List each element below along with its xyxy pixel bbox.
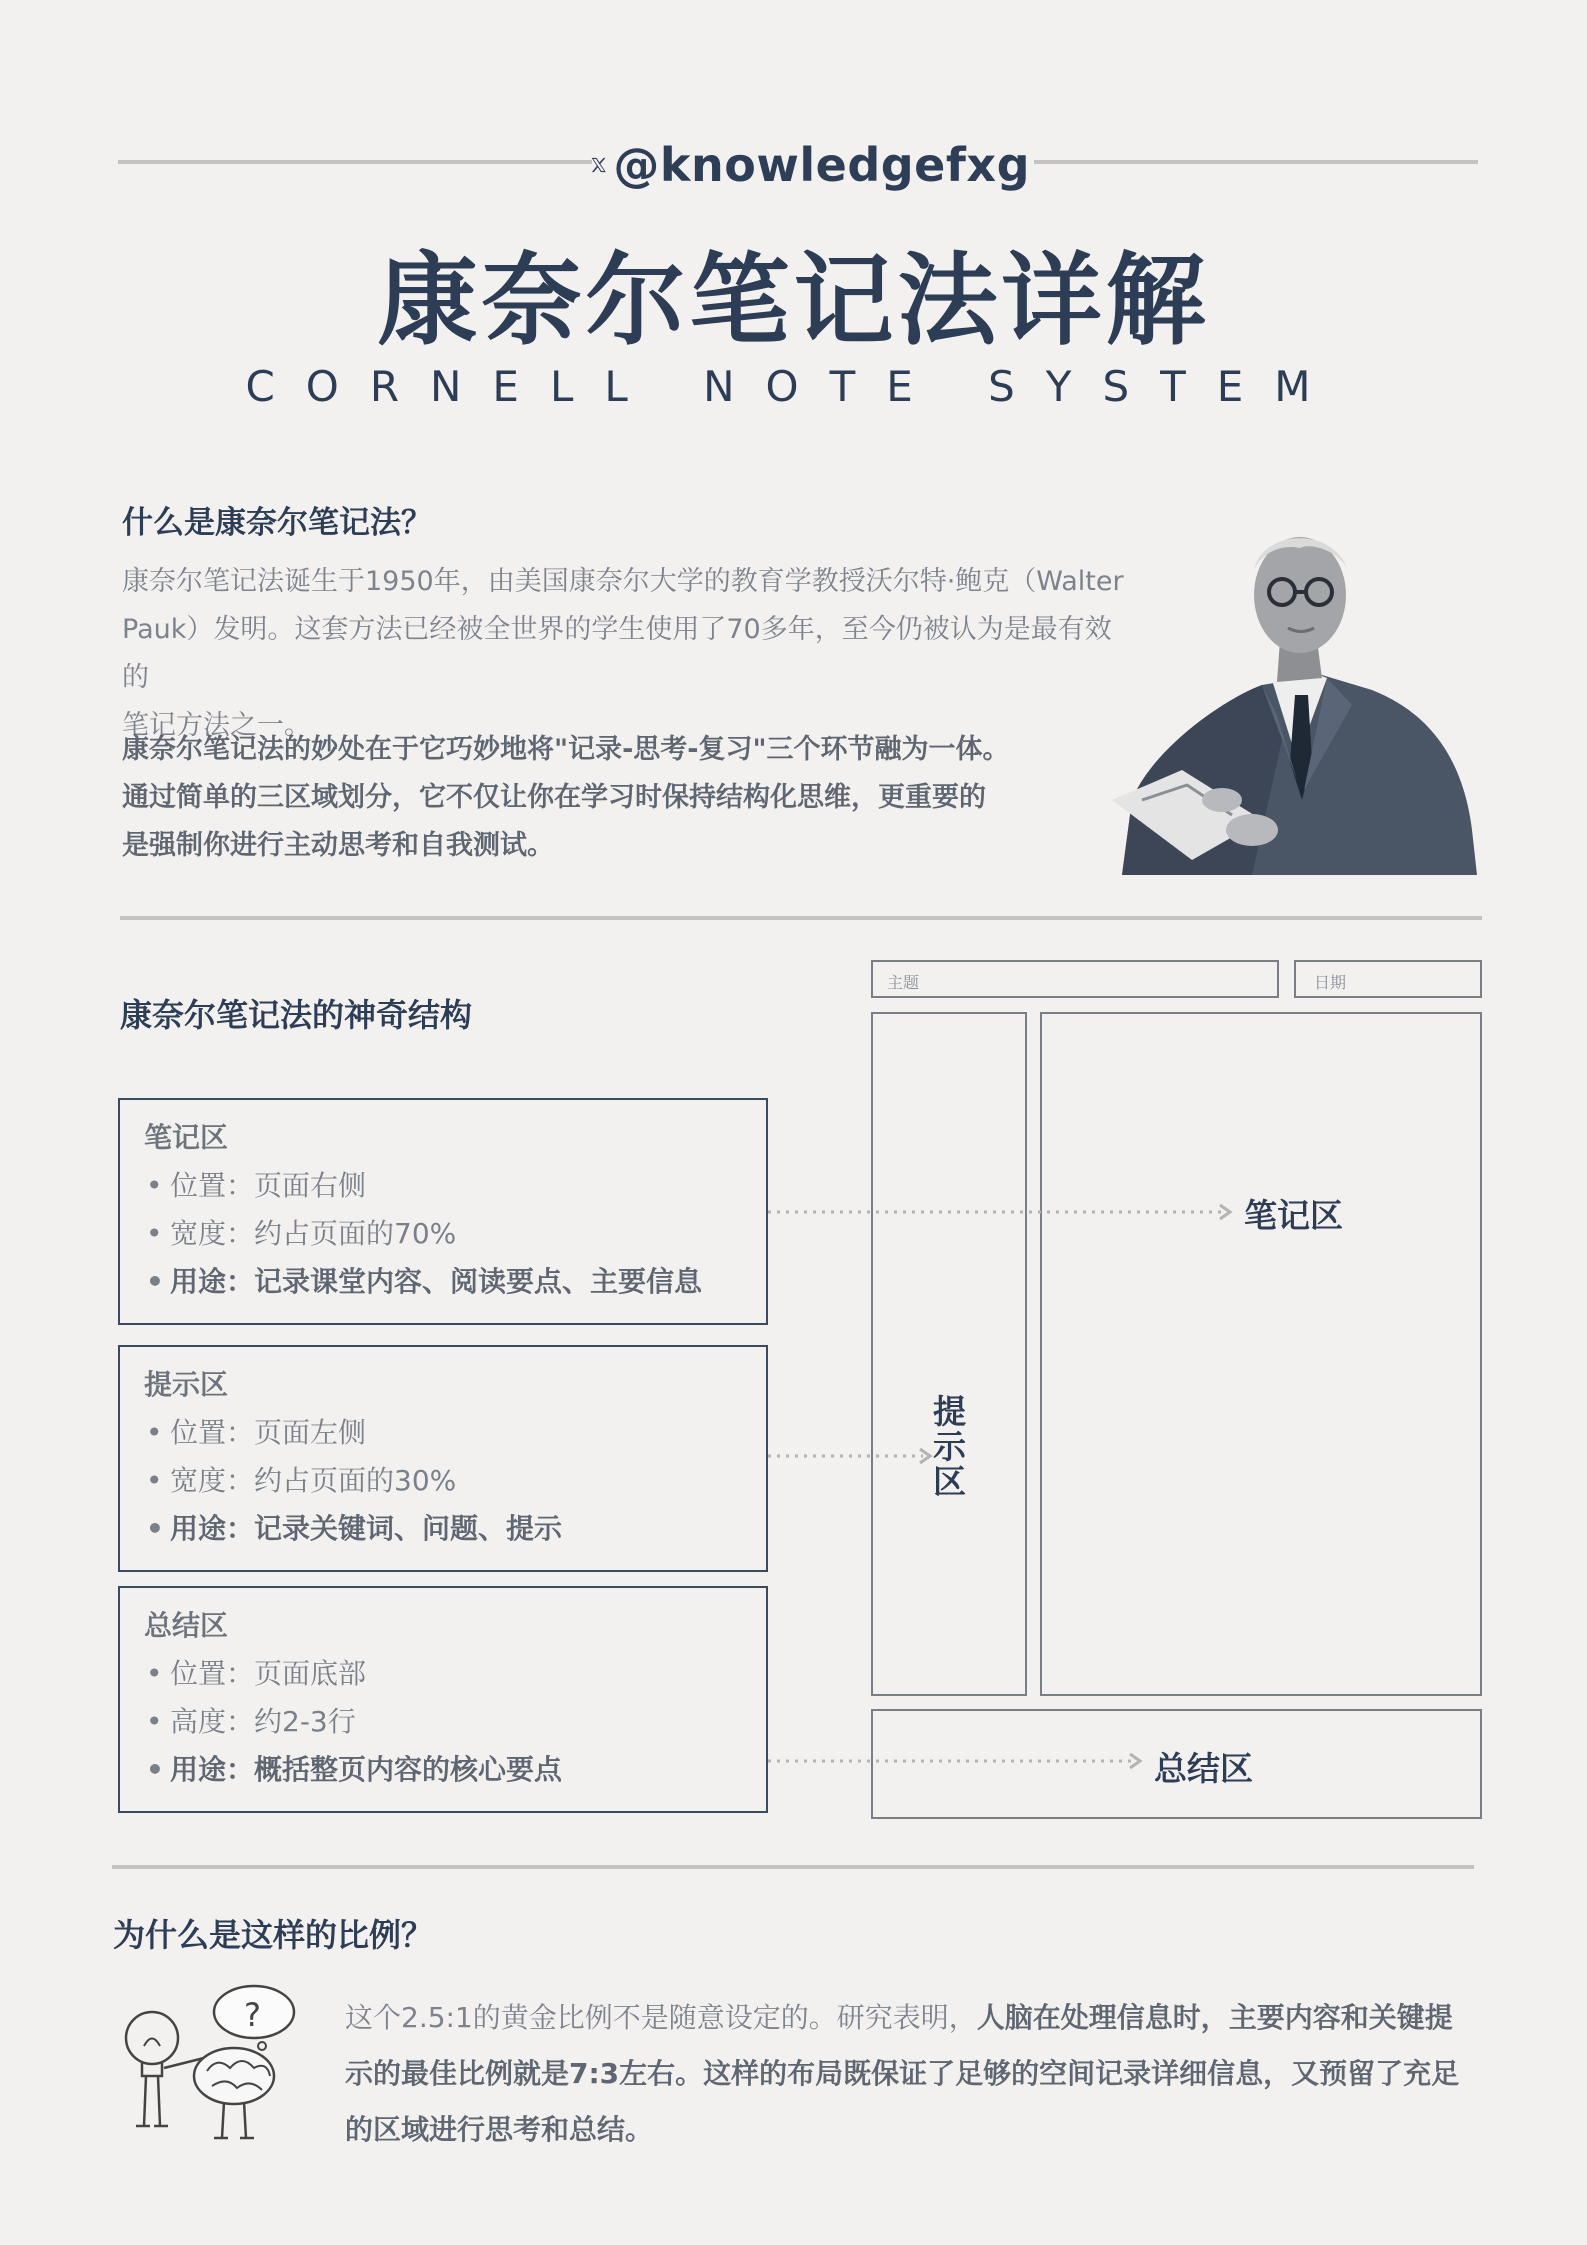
zone-bullet: • 宽度：约占页面的30%: [146, 1457, 562, 1505]
intro-paragraph-1-line: 笔记方法之一。: [122, 710, 311, 741]
cue-zone-card: [118, 1345, 768, 1572]
notes-zone-card: [118, 1098, 768, 1325]
zone-bullet: • 高度：约2-3行: [146, 1698, 562, 1746]
notes-column-frame: [1040, 1012, 1482, 1696]
zone-bullet-list: [146, 1650, 562, 1794]
brand-handle[interactable]: @knowledgefxg: [613, 138, 1030, 192]
date-label: 日期: [1314, 973, 1347, 992]
zone-title: 笔记区: [144, 1121, 229, 1154]
notes-zone-label: 笔记区: [1244, 1196, 1343, 1235]
zone-bullet: • 宽度：约占页面的70%: [146, 1210, 702, 1258]
summary-zone-card: [118, 1586, 768, 1813]
page-subtitle: CORNELL NOTE SYSTEM: [245, 362, 1342, 411]
summary-connector-arrow: [768, 1749, 1148, 1773]
cue-connector-arrow: [768, 1444, 938, 1468]
zone-use-bullet: • 用途：记录课堂内容、阅读要点、主要信息: [146, 1258, 702, 1306]
zone-title: 提示区: [144, 1368, 229, 1401]
x-logo-icon: [590, 133, 607, 197]
why-text: 这个2.5:1的黄金比例不是随意设定的。研究表明，: [345, 2001, 977, 2034]
zone-bullet: • 位置：页面右侧: [146, 1162, 702, 1210]
zone-bullet-list: [146, 1409, 562, 1553]
topic-label: 主题: [887, 973, 920, 992]
intro-paragraph-1: [122, 558, 1132, 750]
zone-use-bullet: • 用途：概括整页内容的核心要点: [146, 1746, 562, 1794]
zone-bullet: • 位置：页面左侧: [146, 1409, 562, 1457]
brand: [590, 128, 1030, 202]
page-title: 康奈尔笔记法详解: [377, 242, 1210, 359]
cue-column-frame: [871, 1012, 1027, 1696]
cue-zone-label: 提示区: [928, 1394, 967, 1499]
header-rule-left: [118, 160, 592, 164]
intro-paragraph-1-line: Pauk）发明。这套方法已经被全世界的学生使用了70多年，至今仍被认为是最有效的: [122, 614, 1112, 693]
intro-paragraph-2-line: 是强制你进行主动思考和自我测试。: [122, 830, 554, 861]
intro-heading: 什么是康奈尔笔记法？: [122, 505, 432, 541]
svg-text:?: ?: [244, 1996, 261, 2034]
why-heading: 为什么是这样的比例？: [113, 1916, 434, 1954]
notes-connector-arrow: [768, 1200, 1238, 1224]
header-rule-right: [1034, 160, 1478, 164]
zone-use-bullet: • 用途：记录关键词、问题、提示: [146, 1505, 562, 1553]
section-divider-2: [112, 1865, 1474, 1869]
zone-bullet-list: [146, 1162, 702, 1306]
lightbulb-brain-question-icon: [112, 1976, 312, 2166]
section-divider-1: [120, 916, 1482, 920]
topic-field: [871, 960, 1279, 998]
intro-paragraph-2: [122, 726, 1082, 870]
zone-title: 总结区: [144, 1609, 229, 1642]
summary-zone-label: 总结区: [1154, 1749, 1253, 1788]
date-field: [1294, 960, 1482, 998]
walter-pauk-portrait: [1112, 500, 1482, 875]
intro-paragraph-2-line: 康奈尔笔记法的妙处在于它巧妙地将"记录-思考-复习"三个环节融为一体。: [122, 734, 1010, 765]
intro-paragraph-1-line: 康奈尔笔记法诞生于1950年，由美国康奈尔大学的教育学教授沃尔特·鲍克（Walter: [122, 566, 1124, 597]
structure-heading: 康奈尔笔记法的神奇结构: [120, 996, 473, 1034]
intro-paragraph-2-line: 通过简单的三区域划分，它不仅让你在学习时保持结构化思维，更重要的: [122, 782, 986, 813]
zone-bullet: • 位置：页面底部: [146, 1650, 562, 1698]
why-paragraph: [345, 1990, 1475, 2158]
why-text-emphasis: 人脑在处理信息时，主要内容和关键提示的最佳比例就是7:3左右。这样的布局既保证了足够的空间记录详细信息，又预留了充足的区域进行思考和总结。: [345, 2001, 1460, 2146]
